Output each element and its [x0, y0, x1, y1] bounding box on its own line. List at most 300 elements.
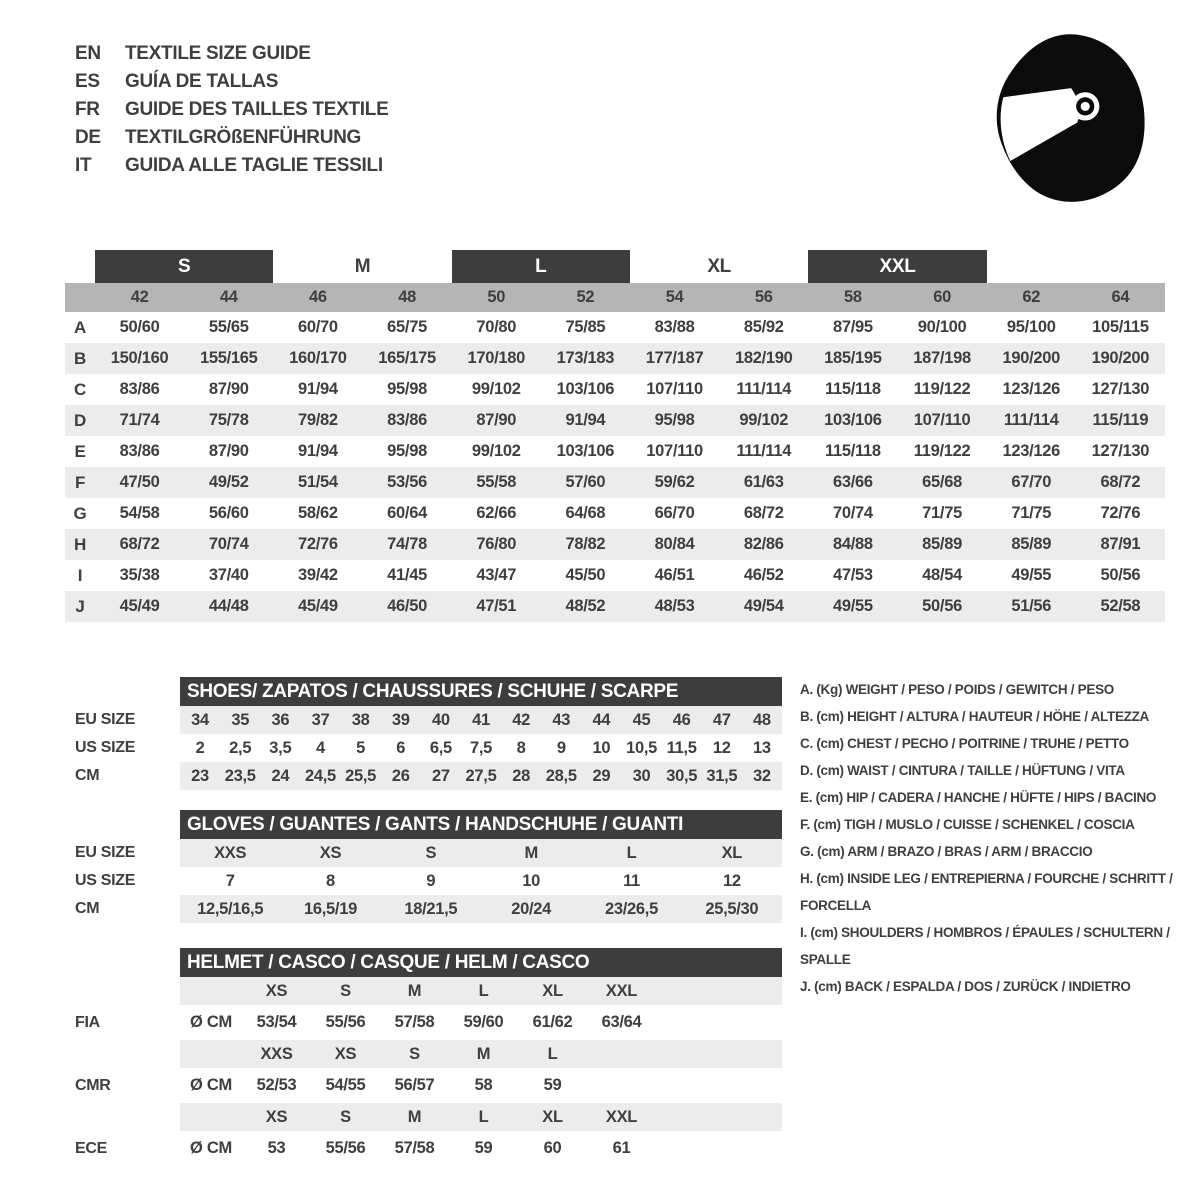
language-code: DE	[75, 127, 101, 148]
size-value-cell: 49/55	[1011, 566, 1052, 584]
shoes-table-body	[180, 677, 782, 790]
size-value-cell: 123/126	[1002, 380, 1061, 398]
size-value-cell: 83/86	[119, 442, 160, 460]
helmet-size-row	[180, 977, 782, 1005]
size-value-cell: 111/114	[736, 380, 792, 398]
shoes-value-cell: 6,5	[429, 738, 452, 757]
helmet-value-cell: 55/56	[325, 1013, 366, 1031]
textile-size-table	[65, 250, 1165, 622]
helmet-size-label: XS	[265, 981, 288, 1000]
size-value-cell: 39/42	[298, 566, 338, 584]
numeric-row-spacer	[65, 283, 95, 312]
gloves-value-cell: 8	[326, 871, 335, 890]
size-table-body	[65, 312, 1165, 622]
helmet-value-cell: 58	[474, 1076, 493, 1094]
gloves-value-cell: XXS	[214, 843, 247, 862]
helmet-size-label: XXL	[605, 1107, 638, 1126]
gloves-row-label: US SIZE	[75, 872, 136, 889]
helmet-size-row-spacer	[75, 1040, 180, 1068]
size-value-cell: 91/94	[298, 442, 338, 460]
helmet-size-label: S	[340, 1107, 351, 1126]
size-row-label: H	[74, 534, 86, 554]
size-value-cell: 66/70	[654, 504, 695, 522]
helmet-title-spacer	[75, 948, 180, 977]
helmet-size-label: M	[407, 981, 422, 1000]
size-value-cell: 48/54	[922, 566, 962, 584]
size-value-cell: 185/195	[824, 349, 882, 367]
helmet-unit-label: Ø CM	[190, 1076, 232, 1094]
shoes-value-cell: 23,5	[224, 766, 256, 785]
helmet-value-cell: 59	[543, 1076, 562, 1094]
helmet-size-label: XS	[265, 1107, 288, 1126]
helmet-size-row	[180, 1040, 782, 1068]
size-value-cell: 107/110	[646, 380, 703, 398]
gloves-value-cell: 23/26,5	[605, 899, 658, 918]
size-value-cell: 54/58	[119, 504, 160, 522]
size-value-cell: 173/183	[556, 349, 615, 367]
helmet-value-cell: 59	[474, 1139, 493, 1157]
gloves-value-cell: 11	[623, 871, 640, 890]
size-value-cell: 44/48	[208, 597, 249, 615]
size-value-cell: 68/72	[119, 535, 160, 553]
size-value-cell: 53/56	[387, 473, 427, 491]
size-group-header	[65, 250, 1165, 283]
helmet-value-cell: 53	[267, 1139, 286, 1157]
legend-item: D. (cm) WAIST / CINTURA / TAILLE / HÜFTUNG / VITA	[800, 763, 1125, 778]
shoes-value-cell: 28	[512, 766, 530, 785]
language-row	[75, 96, 388, 124]
helmet-standard-label: CMR	[75, 1076, 111, 1094]
shoes-value-cell: 10,5	[626, 738, 657, 757]
size-value-cell: 43/47	[476, 566, 517, 584]
language-title-block	[75, 40, 388, 180]
helmet-size-label: M	[407, 1107, 422, 1126]
helmet-value-cell: 60	[543, 1139, 562, 1157]
size-value-cell: 72/76	[298, 535, 338, 553]
legend-item: B. (cm) HEIGHT / ALTURA / HAUTEUR / HÖHE / ALTEZZA	[800, 709, 1149, 724]
size-value-cell: 45/49	[298, 597, 338, 615]
shoes-value-cell: 24	[271, 766, 290, 785]
size-value-cell: 155/165	[199, 349, 258, 367]
helmet-size-label: S	[409, 1044, 420, 1063]
numeric-size-label: 44	[219, 288, 238, 306]
shoes-value-cell: 2	[195, 738, 205, 757]
size-row-label: F	[74, 472, 86, 492]
size-value-cell: 74/78	[387, 535, 427, 553]
size-value-cell: 182/190	[734, 349, 793, 367]
language-row	[75, 40, 388, 68]
language-title: TEXTILGRÖßENFÜHRUNG	[125, 127, 362, 148]
shoes-value-cell: 41	[472, 710, 490, 729]
helmet-table	[65, 948, 782, 1166]
shoes-value-cell: 47	[712, 710, 731, 729]
helmet-size-label: XL	[542, 981, 563, 1000]
shoes-value-cell: 4	[316, 738, 325, 757]
language-title: GUIDA ALLE TAGLIE TESSILI	[125, 155, 383, 176]
helmet-value-cell: 57/58	[394, 1139, 435, 1157]
size-value-cell: 103/106	[556, 380, 615, 398]
shoes-value-cell: 27	[431, 766, 450, 785]
size-value-cell: 80/84	[654, 535, 695, 553]
numeric-size-label: 56	[754, 288, 773, 306]
size-value-cell: 60/70	[298, 318, 338, 336]
full-face-helmet-icon	[980, 28, 1152, 206]
shoes-table-row	[180, 734, 782, 762]
shoes-value-cell: 13	[753, 738, 771, 757]
size-value-cell: 87/90	[208, 442, 249, 460]
size-value-cell: 83/88	[654, 318, 695, 336]
size-value-cell: 41/45	[387, 566, 427, 584]
gloves-value-cell: 7	[225, 871, 235, 890]
helmet-value-cell: 54/55	[325, 1076, 366, 1094]
language-title: GUIDE DES TAILLES TEXTILE	[125, 99, 389, 120]
legend-item: F. (cm) TIGH / MUSLO / CUISSE / SCHENKEL / COSCIA	[800, 817, 1135, 832]
size-table-row	[65, 498, 1165, 529]
shoes-row-label: CM	[75, 767, 100, 784]
size-value-cell: 61/63	[743, 473, 784, 491]
numeric-size-label: 50	[487, 288, 506, 306]
gloves-value-cell: 12	[722, 871, 741, 890]
size-table-row	[65, 374, 1165, 405]
helmet-size-row-spacer	[75, 977, 180, 1005]
size-value-cell: 85/89	[922, 535, 962, 553]
size-value-cell: 72/76	[1100, 504, 1141, 522]
shoes-value-cell: 2,5	[229, 738, 252, 757]
shoes-value-cell: 42	[512, 710, 530, 729]
gloves-row-labels	[65, 810, 180, 923]
size-value-cell: 187/198	[913, 349, 971, 367]
size-value-cell: 71/75	[1011, 504, 1052, 522]
size-value-cell: 70/80	[476, 318, 517, 336]
size-value-cell: 103/106	[824, 411, 882, 429]
shoes-table-title: SHOES/ ZAPATOS / CHAUSSURES / SCHUHE / SCARPE	[180, 677, 782, 706]
size-value-cell: 83/86	[387, 411, 427, 429]
size-value-cell: 107/110	[913, 411, 971, 429]
language-code: FR	[75, 99, 100, 120]
size-value-cell: 150/160	[110, 349, 169, 367]
gloves-table-row	[180, 867, 782, 895]
size-value-cell: 52/58	[1100, 597, 1141, 615]
size-value-cell: 127/130	[1091, 380, 1150, 398]
size-value-cell: 79/82	[298, 411, 338, 429]
language-title: TEXTILE SIZE GUIDE	[125, 43, 311, 64]
helmet-value-cell: 63/64	[601, 1013, 642, 1031]
shoes-value-cell: 3,5	[269, 738, 292, 757]
size-value-cell: 75/78	[208, 411, 249, 429]
legend-item: G. (cm) ARM / BRAZO / BRAS / ARM / BRACCIO	[800, 844, 1093, 859]
size-value-cell: 50/60	[119, 318, 160, 336]
size-value-cell: 46/51	[654, 566, 695, 584]
helmet-size-label: M	[476, 1044, 491, 1063]
shoes-value-cell: 9	[556, 738, 566, 757]
helmet-size-label: XXS	[260, 1044, 293, 1063]
legend-item: E. (cm) HIP / CADERA / HANCHE / HÜFTE / HIPS / BACINO	[800, 790, 1157, 805]
size-value-cell: 63/66	[833, 473, 873, 491]
helmet-table-title: HELMET / CASCO / CASQUE / HELM / CASCO	[180, 948, 782, 977]
shoes-value-cell: 36	[271, 710, 290, 729]
size-value-cell: 127/130	[1091, 442, 1150, 460]
size-value-cell: 65/68	[922, 473, 962, 491]
size-value-cell: 49/54	[743, 597, 784, 615]
size-value-cell: 123/126	[1002, 442, 1061, 460]
language-code: EN	[75, 43, 101, 64]
size-group-s: S	[95, 250, 273, 283]
gloves-value-cell: 10	[522, 871, 541, 890]
shoes-row-label: EU SIZE	[75, 711, 136, 728]
gloves-table-row	[180, 839, 782, 867]
gloves-value-cell: 16,5/19	[304, 899, 357, 918]
size-value-cell: 165/175	[378, 349, 436, 367]
legend-item: J. (cm) BACK / ESPALDA / DOS / ZURÜCK / INDIETRO	[800, 979, 1131, 994]
size-value-cell: 87/90	[476, 411, 517, 429]
size-value-cell: 60/64	[387, 504, 427, 522]
size-table-row	[65, 467, 1165, 498]
shoes-value-cell: 27,5	[465, 766, 497, 785]
gloves-value-cell: 12,5/16,5	[197, 899, 264, 918]
size-value-cell: 59/62	[654, 473, 695, 491]
helmet-standard-label: FIA	[75, 1013, 100, 1031]
size-value-cell: 55/65	[208, 318, 249, 336]
gloves-value-cell: 25,5/30	[705, 899, 759, 918]
shoes-value-cell: 7,5	[469, 738, 493, 757]
size-value-cell: 78/82	[565, 535, 606, 553]
helmet-size-label: XS	[334, 1044, 357, 1063]
size-value-cell: 51/54	[298, 473, 338, 491]
language-row	[75, 68, 388, 96]
size-table-row	[65, 436, 1165, 467]
size-value-cell: 46/52	[743, 566, 784, 584]
size-value-cell: 76/80	[476, 535, 517, 553]
shoes-table	[65, 677, 782, 790]
helmet-row-labels	[65, 948, 180, 1166]
helmet-unit-label: Ø CM	[190, 1013, 232, 1031]
shoes-row-labels	[65, 677, 180, 790]
gloves-value-cell: XL	[721, 843, 743, 862]
size-value-cell: 99/102	[739, 411, 789, 429]
size-value-cell: 71/75	[922, 504, 962, 522]
shoes-table-row	[180, 706, 782, 734]
size-value-cell: 87/90	[208, 380, 249, 398]
gloves-value-cell: XS	[319, 843, 342, 862]
numeric-size-row	[65, 283, 1165, 312]
size-value-cell: 95/98	[654, 411, 695, 429]
helmet-value-row	[180, 1131, 782, 1166]
size-value-cell: 111/114	[736, 442, 792, 460]
size-value-cell: 49/55	[833, 597, 873, 615]
size-table-row	[65, 591, 1165, 622]
shoes-value-cell: 40	[431, 710, 450, 729]
size-value-cell: 119/122	[913, 380, 971, 398]
size-value-cell: 85/92	[743, 318, 784, 336]
numeric-size-label: 58	[844, 288, 862, 306]
helmet-value-cell: 61	[612, 1139, 631, 1157]
helmet-size-row-spacer	[75, 1103, 180, 1131]
size-row-label: B	[74, 348, 86, 368]
gloves-value-cell: 20/24	[511, 899, 552, 918]
language-code: IT	[75, 155, 92, 176]
numeric-size-label: 48	[398, 288, 416, 306]
shoes-value-cell: 39	[391, 710, 410, 729]
numeric-size-label: 52	[576, 288, 595, 306]
size-value-cell: 105/115	[1092, 318, 1149, 336]
size-value-cell: 119/122	[913, 442, 971, 460]
size-value-cell: 48/53	[654, 597, 695, 615]
shoes-value-cell: 26	[391, 766, 410, 785]
size-value-cell: 87/91	[1100, 535, 1141, 553]
size-value-cell: 58/62	[298, 504, 338, 522]
shoes-title-spacer	[75, 677, 180, 706]
size-value-cell: 87/95	[833, 318, 873, 336]
size-row-label: J	[75, 596, 85, 616]
shoes-value-cell: 35	[231, 710, 250, 729]
helmet-size-label: L	[478, 1107, 489, 1126]
helmet-table-body	[180, 948, 782, 1166]
helmet-value-cell: 61/62	[532, 1013, 573, 1031]
numeric-size-label: 64	[1111, 288, 1130, 306]
size-row-label: A	[74, 317, 86, 337]
gloves-table-row	[180, 895, 782, 923]
size-value-cell: 82/86	[743, 535, 784, 553]
size-value-cell: 70/74	[208, 535, 249, 553]
helmet-size-label: L	[478, 981, 489, 1000]
shoes-table-row	[180, 762, 782, 790]
numeric-size-label: 42	[130, 288, 149, 306]
size-value-cell: 70/74	[833, 504, 873, 522]
size-group-xxl: XXL	[808, 250, 986, 283]
shoes-value-cell: 24,5	[305, 766, 336, 785]
measurement-legend	[800, 676, 1200, 1000]
size-table-row	[65, 312, 1165, 343]
size-value-cell: 45/50	[565, 566, 606, 584]
shoes-value-cell: 46	[672, 710, 691, 729]
legend-item: C. (cm) CHEST / PECHO / POITRINE / TRUHE / PETTO	[800, 736, 1129, 751]
size-value-cell: 47/51	[476, 597, 517, 615]
gloves-value-cell: M	[524, 843, 538, 862]
size-value-cell: 84/88	[833, 535, 873, 553]
helmet-size-label: XL	[542, 1107, 563, 1126]
gloves-value-cell: S	[425, 843, 437, 862]
size-table-row	[65, 560, 1165, 591]
size-value-cell: 64/68	[565, 504, 606, 522]
shoes-value-cell: 43	[552, 710, 571, 729]
size-value-cell: 37/40	[208, 566, 249, 584]
numeric-size-label: 60	[933, 288, 951, 306]
helmet-value-cell: 57/58	[394, 1013, 435, 1031]
size-value-cell: 99/102	[471, 380, 521, 398]
shoes-value-cell: 10	[592, 738, 611, 757]
size-value-cell: 48/52	[565, 597, 606, 615]
shoes-value-cell: 38	[351, 710, 370, 729]
size-group-m: M	[354, 255, 371, 277]
gloves-table-title: GLOVES / GUANTES / GANTS / HANDSCHUHE / GUANTI	[180, 810, 782, 839]
size-value-cell: 47/53	[833, 566, 873, 584]
gloves-value-cell: 18/21,5	[404, 899, 458, 918]
size-value-cell: 115/118	[825, 442, 881, 460]
shoes-row-label: US SIZE	[75, 739, 136, 756]
shoes-value-cell: 29	[592, 766, 611, 785]
size-value-cell: 50/56	[922, 597, 962, 615]
size-value-cell: 46/50	[387, 597, 427, 615]
shoes-value-cell: 28,5	[545, 766, 577, 785]
shoes-value-cell: 48	[753, 710, 771, 729]
size-value-cell: 47/50	[119, 473, 160, 491]
shoes-value-cell: 11,5	[666, 738, 697, 757]
size-value-cell: 57/60	[565, 473, 606, 491]
size-value-cell: 177/187	[645, 349, 704, 367]
size-value-cell: 65/75	[387, 318, 427, 336]
size-row-label: D	[74, 410, 86, 430]
size-value-cell: 170/180	[467, 349, 526, 367]
size-value-cell: 111/114	[1003, 411, 1059, 429]
size-value-cell: 115/118	[825, 380, 881, 398]
helmet-value-cell: 55/56	[325, 1139, 366, 1157]
shoes-value-cell: 44	[592, 710, 611, 729]
size-value-cell: 35/38	[119, 566, 160, 584]
size-row-label: I	[77, 565, 83, 585]
size-value-cell: 90/100	[917, 318, 967, 336]
numeric-size-label: 46	[309, 288, 327, 306]
size-value-cell: 67/70	[1011, 473, 1052, 491]
size-value-cell: 95/100	[1006, 318, 1056, 336]
size-value-cell: 62/66	[476, 504, 517, 522]
size-value-cell: 51/56	[1011, 597, 1052, 615]
size-value-cell: 95/98	[387, 442, 427, 460]
size-value-cell: 45/49	[119, 597, 160, 615]
helmet-value-cell: 53/54	[256, 1013, 297, 1031]
helmet-size-label: L	[547, 1044, 558, 1063]
size-value-cell: 91/94	[298, 380, 338, 398]
shoes-value-cell: 8	[516, 738, 526, 757]
shoes-value-cell: 30,5	[666, 766, 698, 785]
size-value-cell: 95/98	[387, 380, 427, 398]
shoes-value-cell: 34	[191, 710, 209, 729]
size-table-row	[65, 343, 1165, 374]
helmet-size-row	[180, 1103, 782, 1131]
helmet-size-label: XXL	[605, 981, 638, 1000]
shoes-value-cell: 45	[632, 710, 651, 729]
size-value-cell: 83/86	[119, 380, 160, 398]
size-table-row	[65, 529, 1165, 560]
gloves-title-spacer	[75, 810, 180, 839]
size-value-cell: 75/85	[565, 318, 606, 336]
shoes-value-cell: 12	[712, 738, 731, 757]
size-value-cell: 71/74	[119, 411, 160, 429]
helmet-size-label: S	[340, 981, 351, 1000]
shoes-value-cell: 37	[311, 710, 330, 729]
size-value-cell: 160/170	[289, 349, 347, 367]
size-table-row	[65, 405, 1165, 436]
size-value-cell: 190/200	[1091, 349, 1150, 367]
shoes-value-cell: 32	[753, 766, 771, 785]
size-row-label: E	[74, 441, 86, 461]
shoes-value-cell: 6	[396, 738, 406, 757]
size-value-cell: 55/58	[476, 473, 517, 491]
gloves-value-cell: L	[626, 843, 637, 862]
shoes-value-cell: 31,5	[706, 766, 738, 785]
shoes-value-cell: 25,5	[345, 766, 377, 785]
size-row-label: C	[74, 379, 86, 399]
gloves-row-label: CM	[75, 900, 100, 917]
language-title: GUÍA DE TALLAS	[125, 71, 279, 92]
legend-item: I. (cm) SHOULDERS / HOMBROS / ÉPAULES / SCHULTERN / SPALLE	[800, 925, 1170, 967]
size-group-l: L	[452, 250, 630, 283]
gloves-table	[65, 810, 782, 923]
gloves-table-body	[180, 810, 782, 923]
size-value-cell: 56/60	[208, 504, 249, 522]
gloves-row-label: EU SIZE	[75, 844, 136, 861]
size-group-xl: XL	[707, 255, 731, 277]
language-row	[75, 152, 388, 180]
